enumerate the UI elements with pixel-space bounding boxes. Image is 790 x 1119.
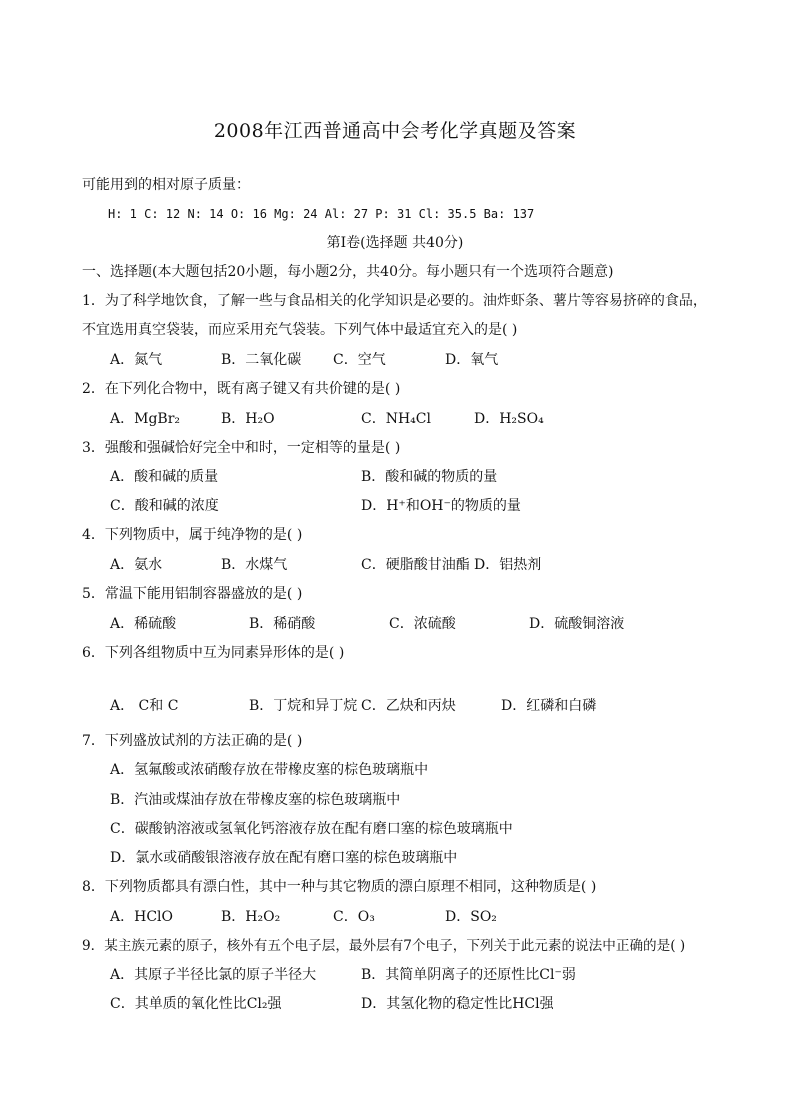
question-9-option-c: C．其单质的氧化性比Cl₂强: [110, 996, 282, 1012]
volume-title: 第Ⅰ卷(选择题 共40分): [326, 235, 464, 251]
page-title: 2008年江西普通高中会考化学真题及答案: [213, 120, 577, 142]
question-8-option-a: A．HClO: [110, 909, 173, 925]
question-6-option-b: B．丁烷和异丁烷: [249, 698, 358, 714]
question-8-stem: 8．下列物质都具有漂白性，其中一种与其它物质的漂白原理不相同，这种物质是( ): [82, 879, 597, 895]
question-6-option-a: A． C和 C: [110, 698, 179, 714]
question-5-stem: 5．常温下能用铝制容器盛放的是( ): [82, 586, 303, 602]
question-1-option-a: A．氮气: [110, 352, 163, 368]
question-9-option-a: A．其原子半径比氯的原子半径大: [110, 967, 317, 983]
question-8-option-c: C．O₃: [333, 909, 375, 925]
question-7-option-b: B．汽油或煤油存放在带橡皮塞的棕色玻璃瓶中: [110, 792, 401, 808]
section-title: 一、选择题(本大题包括20小题，每小题2分，共40分。每小题只有一个选项符合题意): [82, 264, 614, 280]
question-4-option-d: D．铝热剂: [474, 557, 542, 573]
question-7-option-a: A．氢氟酸或浓硝酸存放在带橡皮塞的棕色玻璃瓶中: [110, 762, 429, 778]
question-2-option-b: B．H₂O: [221, 411, 275, 427]
question-7-stem: 7．下列盛放试剂的方法正确的是( ): [82, 733, 303, 749]
question-2-option-c: C．NH₄Cl: [361, 411, 431, 427]
question-2-option-d: D．H₂SO₄: [474, 411, 544, 427]
question-3-option-a: A．酸和碱的质量: [110, 469, 219, 485]
question-9-option-b: B．其简单阴离子的还原性比Cl⁻弱: [361, 967, 576, 983]
question-2-option-a: A．MgBr₂: [110, 411, 180, 427]
question-1-option-c: C．空气: [333, 352, 386, 368]
question-5-option-c: C．浓硫酸: [389, 616, 456, 632]
question-7-option-c: C．碳酸钠溶液或氢氧化钙溶液存放在配有磨口塞的棕色玻璃瓶中: [110, 821, 513, 837]
question-4-option-a: A．氨水: [110, 557, 163, 573]
question-4-option-b: B．水煤气: [221, 557, 288, 573]
question-1-stem: 1．为了科学地饮食，了解一些与食品相关的化学知识是必要的。油炸虾条、薯片等容易挤碎的食品，: [82, 293, 707, 309]
question-6-option-d: D．红磷和白磷: [501, 698, 597, 714]
question-6-stem: 6．下列各组物质中互为同素异形体的是( ): [82, 645, 345, 661]
question-1-option-b: B．二氧化碳: [221, 352, 302, 368]
question-5-option-b: B．稀硝酸: [249, 616, 316, 632]
question-5-option-a: A．稀硫酸: [110, 616, 177, 632]
question-5-option-d: D．硫酸铜溶液: [529, 616, 625, 632]
question-8-option-b: B．H₂O₂: [221, 909, 281, 925]
question-7-option-d: D．氯水或硝酸银溶液存放在配有磨口塞的棕色玻璃瓶中: [110, 850, 458, 866]
question-9-option-d: D．其氢化物的稳定性比HCl强: [361, 996, 554, 1012]
question-3-stem: 3．强酸和强碱恰好完全中和时，一定相等的量是( ): [82, 440, 401, 456]
question-3-option-b: B．酸和碱的物质的量: [361, 469, 498, 485]
question-8-option-d: D．SO₂: [445, 909, 497, 925]
question-3-option-d: D．H⁺和OH⁻的物质的量: [361, 498, 521, 514]
atomic-mass-label: 可能用到的相对原子质量：: [82, 177, 250, 193]
question-1-option-d: D．氧气: [445, 352, 499, 368]
question-2-stem: 2．在下列化合物中，既有离子键又有共价键的是( ): [82, 381, 401, 397]
question-4-option-c: C．硬脂酸甘油酯: [361, 557, 470, 573]
question-6-option-c: C．乙炔和丙炔: [361, 698, 456, 714]
question-3-option-c: C．酸和碱的浓度: [110, 498, 219, 514]
atomic-mass-list: H: 1 C: 12 N: 14 O: 16 Mg: 24 Al: 27 P: 31 Cl: 35.5 Ba: 137: [108, 207, 535, 221]
question-9-stem: 9．某主族元素的原子，核外有五个电子层，最外层有7个电子，下列关于此元素的说法中正确的是( ): [82, 938, 686, 954]
question-1-stem-cont: 不宜选用真空袋装，而应采用充气袋装。下列气体中最适宜充入的是( ): [82, 322, 518, 338]
question-4-stem: 4．下列物质中，属于纯净物的是( ): [82, 527, 303, 543]
